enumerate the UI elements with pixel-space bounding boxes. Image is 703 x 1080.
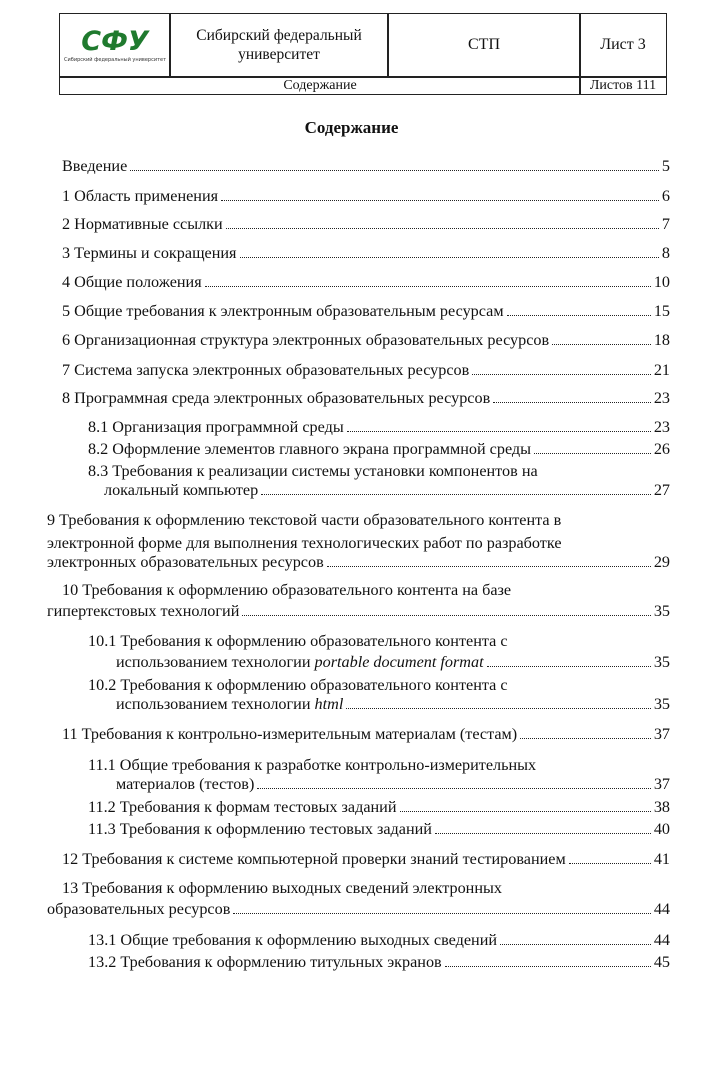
toc-entry[interactable]: образовательных ресурсов 44	[47, 900, 670, 918]
toc-subentry[interactable]: 8.2 Оформление элементов главного экрана программной среды 26	[88, 440, 670, 458]
toc-subentry[interactable]: использованием технологии portable document format 35	[116, 653, 670, 671]
toc-entry-line: 9 Требования к оформлению текстовой части образовательного контента в	[47, 511, 562, 529]
toc-page-number: 41	[653, 850, 670, 868]
toc-page-number: 23	[653, 418, 670, 436]
toc-entry[interactable]: 2 Нормативные ссылки 7	[62, 215, 670, 233]
toc-subentry[interactable]: 13.2 Требования к оформлению титульных экранов 45	[88, 953, 670, 971]
toc-page-number: 35	[653, 602, 670, 620]
toc-entry[interactable]: 12 Требования к системе компьютерной проверки знаний тестированием 41	[62, 850, 670, 868]
toc-entry-line: 13 Требования к оформлению выходных сведений электронных	[62, 879, 502, 897]
university-name: Сибирский федеральный университет	[196, 27, 362, 63]
toc-subentry[interactable]: 8.1 Организация программной среды 23	[88, 418, 670, 436]
toc-page-number: 37	[653, 725, 670, 743]
toc-page-number: 5	[661, 157, 670, 175]
toc-entry[interactable]: гипертекстовых технологий 35	[47, 602, 670, 620]
toc-page-number: 26	[653, 440, 670, 458]
toc-page-number: 29	[653, 553, 670, 571]
toc-entry[interactable]: 8 Программная среда электронных образовательных ресурсов 23	[62, 389, 670, 407]
toc-entry[interactable]: 11 Требования к контрольно-измерительным материалам (тестам) 37	[62, 725, 670, 743]
toc-page-number: 10	[653, 273, 670, 291]
toc-page-number: 7	[661, 215, 670, 233]
toc-entry-line: электронной форме для выполнения технологических работ по разработке	[47, 534, 562, 552]
document-header-stamp	[59, 13, 667, 95]
toc-page-number: 45	[653, 953, 670, 971]
page-title: Содержание	[304, 118, 399, 137]
toc-page-number: 21	[653, 361, 670, 379]
toc-page-number: 6	[661, 187, 670, 205]
toc-subentry-line: 8.3 Требования к реализации системы установки компонентов на	[88, 462, 538, 480]
toc-entry[interactable]: 5 Общие требования к электронным образовательным ресурсам 15	[62, 302, 670, 320]
toc-entry[interactable]: 4 Общие положения 10	[62, 273, 670, 291]
toc-page-number: 8	[661, 244, 670, 262]
toc-page-number: 18	[653, 331, 670, 349]
toc-subentry[interactable]: использованием технологии html 35	[116, 695, 670, 713]
toc-page-number: 37	[653, 775, 670, 793]
toc-page-number: 44	[653, 900, 670, 918]
toc-page-number: 35	[653, 695, 670, 713]
toc-page-number: 44	[653, 931, 670, 949]
toc-subentry[interactable]: материалов (тестов) 37	[116, 775, 670, 793]
toc-page-number: 35	[653, 653, 670, 671]
toc-entry[interactable]: Введение 5	[62, 157, 670, 175]
toc-entry[interactable]: 7 Система запуска электронных образовательных ресурсов 21	[62, 361, 670, 379]
sfu-logo-mark: СФУ	[81, 25, 149, 57]
sheet-number: Лист 3	[600, 36, 646, 53]
toc-subentry[interactable]: локальный компьютер 27	[104, 481, 670, 499]
toc-subentry[interactable]: 13.1 Общие требования к оформлению выходных сведений 44	[88, 931, 670, 949]
toc-page-number: 38	[653, 798, 670, 816]
toc-entry[interactable]: 6 Организационная структура электронных образовательных ресурсов 18	[62, 331, 670, 349]
toc-subentry-line: 10.1 Требования к оформлению образовательного контента с	[88, 632, 508, 650]
toc-entry[interactable]: электронных образовательных ресурсов 29	[47, 553, 670, 571]
toc-page-number: 23	[653, 389, 670, 407]
toc-page-number: 15	[653, 302, 670, 320]
toc-entry[interactable]: 3 Термины и сокращения 8	[62, 244, 670, 262]
toc-subentry[interactable]: 11.3 Требования к оформлению тестовых заданий 40	[88, 820, 670, 838]
section-name: Содержание	[283, 78, 357, 93]
toc-subentry[interactable]: 11.2 Требования к формам тестовых заданий 38	[88, 798, 670, 816]
toc-entry[interactable]: 1 Область применения 6	[62, 187, 670, 205]
toc-page-number: 27	[653, 481, 670, 499]
sfu-logo-subtext: Сибирский федеральный университет	[64, 56, 166, 63]
toc-page-number: 40	[653, 820, 670, 838]
toc-subentry-line: 10.2 Требования к оформлению образовательного контента с	[88, 676, 508, 694]
toc-entry-line: 10 Требования к оформлению образовательного контента на базе	[62, 581, 512, 599]
sheets-total: Листов 111	[589, 78, 657, 93]
standard-code: СТП	[468, 36, 500, 53]
toc-subentry-line: 11.1 Общие требования к разработке контрольно-измерительных	[88, 756, 537, 774]
sfu-logo	[60, 14, 170, 76]
